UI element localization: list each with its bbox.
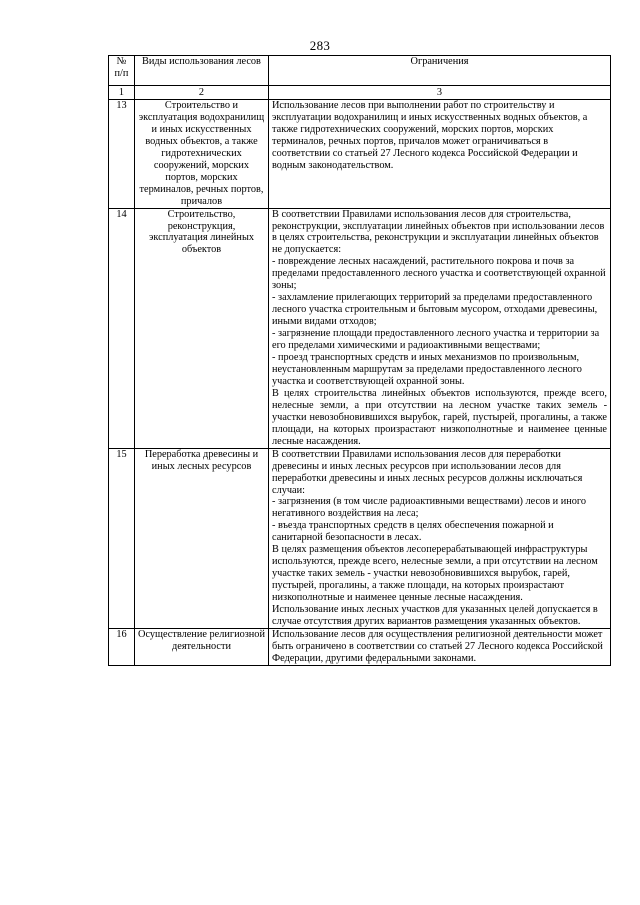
- restriction-paragraph: Использование иных лесных участков для указанных целей допускается в случае отсутствия других вариантов размещения указанных объектов.: [272, 604, 598, 627]
- restrictions-table: [108, 55, 611, 666]
- header-number: [109, 56, 135, 86]
- row-number: 13: [109, 100, 135, 209]
- row-number: 14: [109, 208, 135, 448]
- usage-kind: Строительство и эксплуатация водохранилищ и иных искусственных водных объектов, а также гидротехнических сооружений, морских портов, морских терминалов, речных портов, причалов: [135, 100, 269, 209]
- restriction-paragraph: В целях строительства линейных объектов используются, прежде всего, нелесные земли, а при отсутствии на лесном участке таких земель - участки невозобновившихся вырубок, гарей, пустырей, прогалины, а также площади, на которых произрастают низкополнотные и наименее ценные лесные насаждения.: [272, 387, 607, 447]
- header-restrictions-text: Ограничения: [410, 56, 469, 67]
- usage-kind: Переработка древесины и иных лесных ресурсов: [135, 448, 269, 628]
- row-number: 16: [109, 628, 135, 665]
- table-header-row: [109, 56, 611, 86]
- restrictions-cell: [269, 100, 611, 209]
- header-restrictions: [269, 56, 611, 86]
- restriction-paragraph: - въезда транспортных средств в целях обеспечения пожарной и санитарной безопасности в лесах.: [272, 520, 554, 544]
- restrictions-cell: [269, 628, 611, 665]
- header-kind: [135, 56, 269, 86]
- restriction-paragraph: - загрязнения (в том числе радиоактивными веществами) лесов и иного негативного воздействия на леса;: [272, 496, 587, 520]
- restriction-paragraph: В соответствии Правилами использования лесов для переработки древесины и иных лесных ресурсов при использовании лесов для переработки древесины и иных лесных ресурсов должны исключаться случаи:: [272, 448, 583, 496]
- restrictions-cell: [269, 208, 611, 448]
- restriction-paragraph: Использование лесов для осуществления религиозной деятельности может быть ограничено в соответствии со статьей 27 Лесного кодекса Российской Федерации, другими федеральными законами.: [272, 628, 603, 664]
- restriction-paragraph: - повреждение лесных насаждений, растительного покрова и почв за пределами предоставленного лесного участка и соответствующей охранной зоны;: [272, 256, 606, 292]
- column-number: 3: [269, 86, 611, 100]
- column-number: 2: [135, 86, 269, 100]
- table-row: [109, 100, 611, 209]
- restriction-paragraph: - проезд транспортных средств и иных механизмов по произвольным, неустановленным маршрутам за пределами предоставленного лесного участка и соответствующей охранной зоны.: [272, 352, 582, 387]
- restrictions-cell: [269, 448, 611, 628]
- table-row: [109, 208, 611, 448]
- restriction-paragraph: - захламление прилегающих территорий за пределами предоставленного лесного участка строительным и бытовым мусором, отходами древесины, иными видами отходов;: [272, 292, 598, 328]
- restriction-paragraph: Использование лесов при выполнении работ по строительству и эксплуатации водохранилищ и иных искусственных водных объектов, а также гидротехнических сооружений, морских портов, морских терминалов, речных портов, причалов может ограничиваться в соответствии со статьей 27 Лесного кодекса Российской Федерации и водным законодательством.: [272, 100, 588, 171]
- usage-kind: Осуществление религиозной деятельности: [135, 628, 269, 665]
- row-number: 15: [109, 448, 135, 628]
- column-number-row: [109, 86, 611, 100]
- table-row: [109, 628, 611, 665]
- header-number-text: № п/п: [114, 56, 129, 79]
- restriction-paragraph: В целях размещения объектов лесоперерабатывающей инфраструктуры используются, прежде всего, нелесные земли, а при отсутствии на лесном участке таких земель - участки невозобновившихся вырубок, гарей, пустырей, прогалины, а также площади, на которых произрастают низкополнотные и наименее ценные лесные насаждения.: [272, 544, 598, 604]
- restriction-paragraph: В соответствии Правилами использования лесов для строительства, реконструкции, эксплуатации линейных объектов при использовании лесов в целях строительства, реконструкции и эксплуатации линейных объектов не допускается:: [272, 208, 605, 256]
- usage-kind: Строительство, реконструкция, эксплуатация линейных объектов: [135, 208, 269, 448]
- header-kind-text: Виды использования лесов: [142, 56, 261, 67]
- column-number: 1: [109, 86, 135, 100]
- page-number: 283: [309, 38, 331, 53]
- table-row: [109, 448, 611, 628]
- restriction-paragraph: - загрязнение площади предоставленного лесного участка и территории за его пределами химическими и радиоактивными веществами;: [272, 328, 600, 352]
